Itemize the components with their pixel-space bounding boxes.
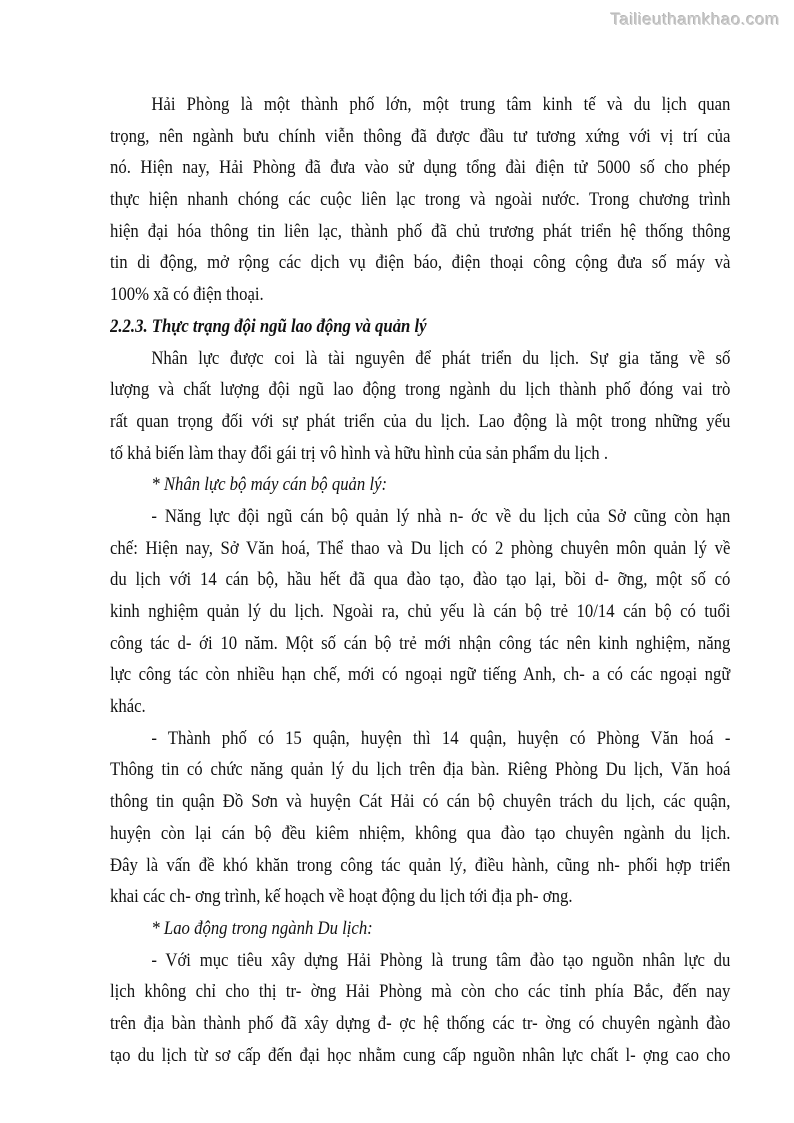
text-line: tin di động, mở rộng các dịch vụ điện báo, điện thoại công cộng đưa số máy và [110,252,731,274]
paragraph [110,501,730,723]
subheading-line: * Lao động trong ngành Du lịch: [151,917,373,939]
text-line: lượng và chất lượng đội ngũ lao động trong ngành du lịch thành phố đóng vai trò [110,379,731,401]
text-line: 100% xã có điện thoại. [110,284,264,306]
text-line: nó. Hiện nay, Hải Phòng đã đưa vào sử dụng tổng đài điện tử 5000 số cho phép [110,157,731,179]
text-line: khai các ch- ơng trình, kế hoạch về hoạt động du lịch tới địa ph- ơng. [110,886,573,908]
paragraph [110,343,730,470]
paragraph [110,723,730,913]
text-line: du lịch với 14 cán bộ, hầu hết đã qua đào tạo, đào tạo lại, bồi d- ỡng, một số có [110,569,731,591]
text-line: công tác d- ới 10 năm. Một số cán bộ trẻ mới nhận công tác nên kinh nghiệm, năng [110,632,731,654]
text-line: - Thành phố có 15 quận, huyện thì 14 quận, huyện có Phòng Văn hoá - [151,727,731,749]
text-line: kinh nghiệm quản lý du lịch. Ngoài ra, chủ yếu là cán bộ trẻ 10/14 cán bộ có tuổi [110,601,731,622]
document-content [110,89,730,1071]
paragraph [110,945,730,1072]
text-line: Thông tin có chức năng quản lý du lịch trên địa bàn. Riêng Phòng Du lịch, Văn hoá [110,759,731,781]
text-line: lịch không chỉ cho thị tr- ờng Hải Phòng mà còn cho các tỉnh phía Bắc, đến nay [110,981,731,1003]
text-line: thực hiện nhanh chóng các cuộc liên lạc trong và ngoài nước. Trong chương trình [110,189,731,211]
section [110,311,730,343]
text-line: - Với mục tiêu xây dựng Hải Phòng là trung tâm đào tạo nguồn nhân lực du [151,949,731,971]
text-line: Nhân lực được coi là tài nguyên để phát triển du lịch. Sự gia tăng về số [151,347,731,369]
text-line: tố khả biến làm thay đổi gái trị vô hình và hữu hình của sản phẩm du lịch . [110,442,609,464]
text-line: hiện đại hóa thông tin liên lạc, thành phố đã chủ trương phát triển hệ thống thông [110,220,731,242]
text-line: trên địa bàn thành phố đã xây dựng đ- ợc hệ thống các tr- ờng có chuyên ngành đào [110,1012,731,1034]
text-line: trọng, nên ngành bưu chính viễn thông đã được đầu tư tương xứng với vị trí của [110,125,731,147]
text-line: khác. [110,696,146,718]
subheading [110,913,730,945]
text-line: thông tin quận Đồ Sơn và huyện Cát Hải có cán bộ chuyên trách du lịch, các quận, [110,791,731,813]
text-line: chế: Hiện nay, Sở Văn hoá, Thể thao và Du lịch có 2 phòng chuyên môn quản lý về [110,537,731,559]
subheading-line: * Nhân lực bộ máy cán bộ quản lý: [151,474,388,496]
text-line: lực công tác còn nhiều hạn chế, mới có ngoại ngữ tiếng Anh, ch- a có các ngoại ngữ [110,664,731,686]
subheading [110,469,730,501]
section-heading: 2.2.3. Thực trạng đội ngũ lao động và quản lý [110,315,427,337]
text-line: rất quan trọng đối với sự phát triển của du lịch. Lao động là một trong những yếu [110,410,731,432]
text-line: tạo du lịch từ sơ cấp đến đại học nhằm cung cấp nguồn nhân lực chất l- ợng cao cho [110,1044,731,1066]
paragraph [110,89,730,311]
text-line: huyện còn lại cán bộ đều kiêm nhiệm, không qua đào tạo chuyên ngành du lịch. [110,822,731,844]
text-line: - Năng lực đội ngũ cán bộ quản lý nhà n- ớc về du lịch của Sở cũng còn hạn [151,505,731,527]
text-line: Đây là vấn đề khó khăn trong công tác quản lý, điều hành, cũng nh- phối hợp triển [110,854,731,876]
watermark: Tailieuthamkhao.com [610,10,780,29]
text-line: Hải Phòng là một thành phố lớn, một trung tâm kinh tế và du lịch quan [151,94,731,115]
